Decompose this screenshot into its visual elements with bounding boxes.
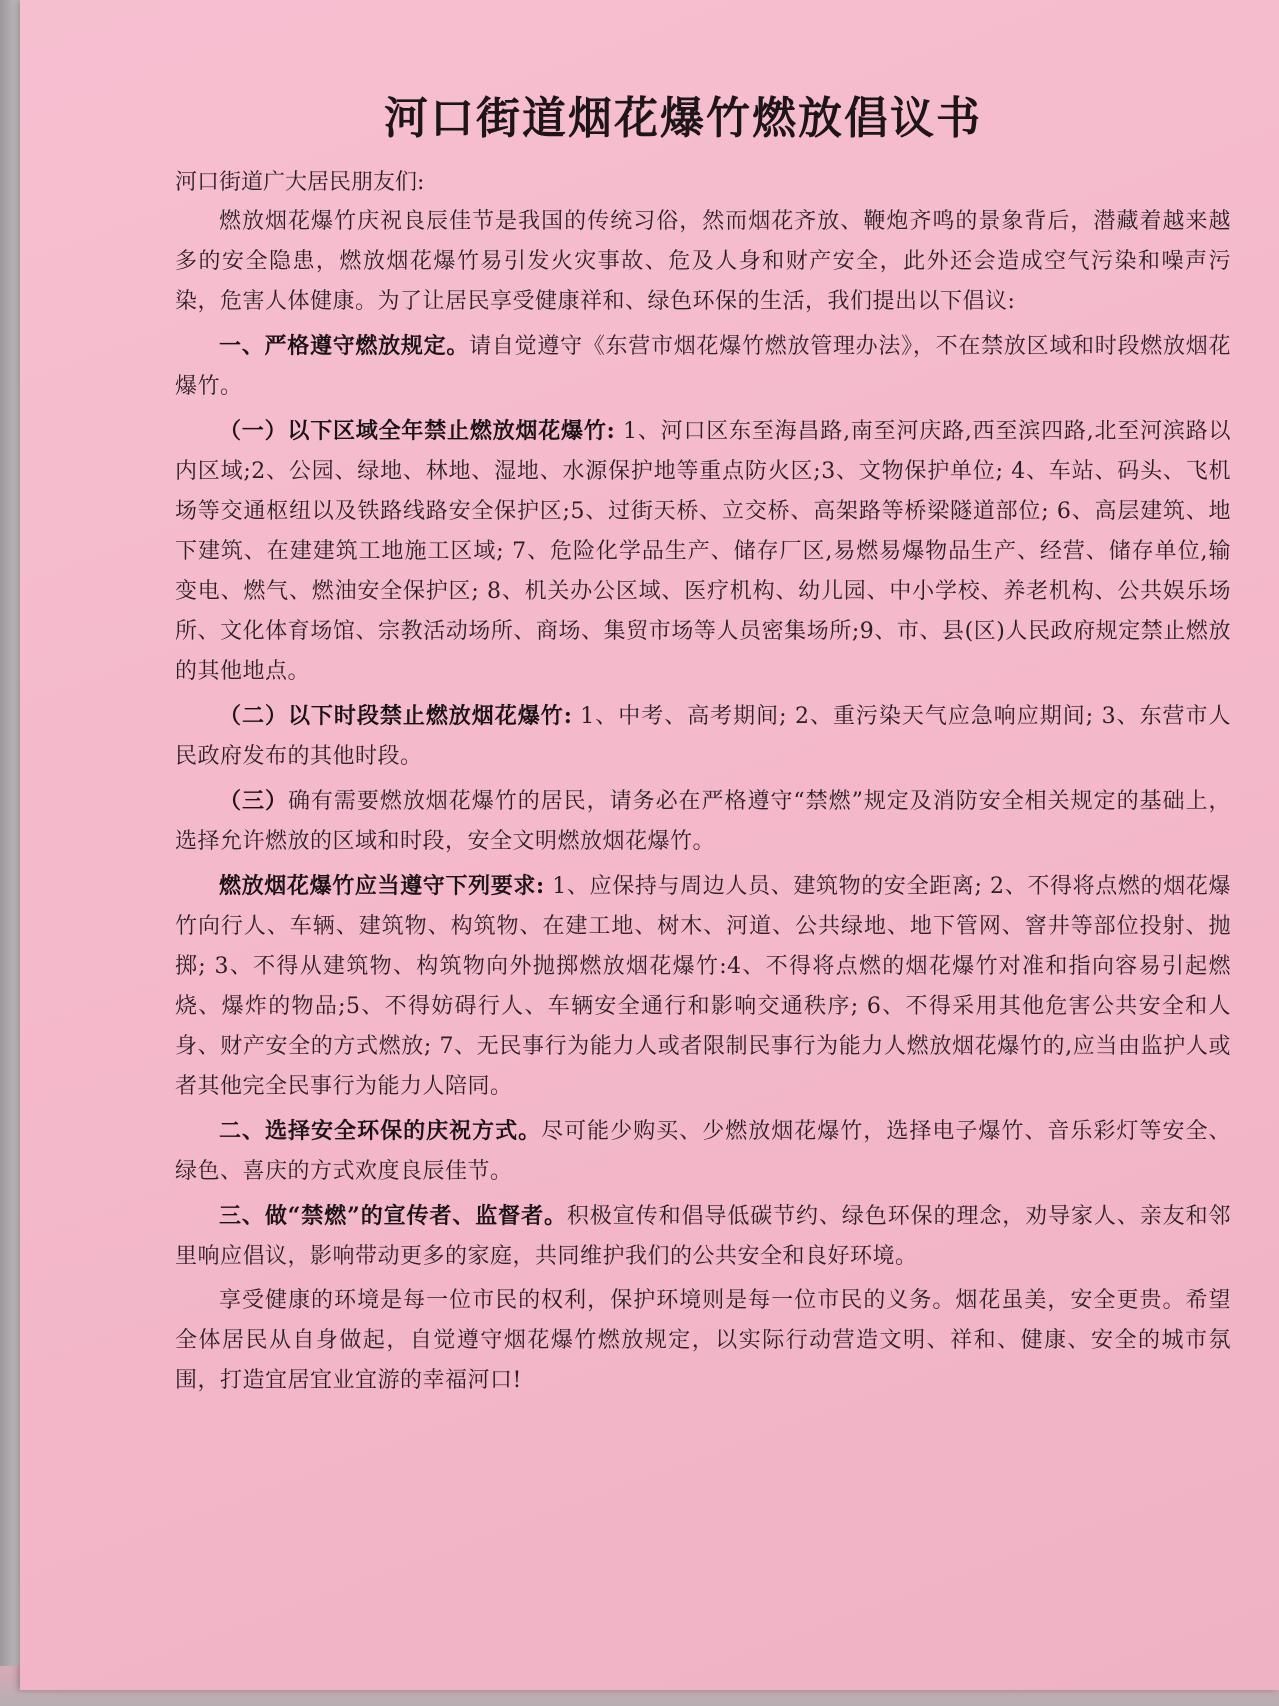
section-3-paragraph: [175, 1196, 1231, 1277]
sub-2-text: 1、中考、高考期间; 2、重污染天气应急响应期间; 3、东营市人民政府发布的其他时段。: [175, 704, 1232, 769]
section-3-heading: 三、做“禁燃”的宣传者、监督者。: [219, 1203, 567, 1229]
sub-3-paragraph: [175, 781, 1231, 862]
sub-3-text: 确有需要燃放烟花爆竹的居民，请务必在严格遵守“禁燃”规定及消防安全相关规定的基础上，选择允许燃放的区域和时段，安全文明燃放烟花爆竹。: [175, 789, 1231, 854]
sub-3-heading: （三）: [219, 788, 288, 814]
intro-paragraph: 燃放烟花爆竹庆祝良辰佳节是我国的传统习俗，然而烟花齐放、鞭炮齐鸣的景象背后，潜藏着越来越多的安全隐患，燃放烟花爆竹易引发火灾事故、危及人身和财产安全，此外还会造成空气污染和噪声污染，危害人体健康。为了让居民享受健康祥和、绿色环保的生活，我们提出以下倡议:: [175, 209, 1231, 314]
closing-paragraph: 享受健康的环境是每一位市民的权利，保护环境则是每一位市民的义务。烟花虽美，安全更贵。希望全体居民从自身做起，自觉遵守烟花爆竹燃放规定，以实际行动营造文明、祥和、健康、安全的城市氛围，打造宜居宜业宜游的幸福河口!: [175, 1288, 1231, 1393]
salutation: 河口街道广大居民朋友们:: [175, 170, 425, 195]
sub-2-paragraph: [175, 696, 1231, 777]
section-2-heading: 二、选择安全环保的庆祝方式。: [219, 1118, 542, 1144]
section-1-text: 请自觉遵守《东营市烟花爆竹燃放管理办法》，不在禁放区域和时段燃放烟花爆竹。: [175, 334, 1231, 399]
proposal-sheet: [20, 0, 1279, 1690]
sub-1-text: 1、河口区东至海昌路,南至河庆路,西至滨四路,北至河滨路以内区域;2、公园、绿地、林地、湿地、水源保护地等重点防火区;3、文物保护单位; 4、车站、码头、飞机场等交通枢纽以及铁路线路安全保护区;5、过街天桥、立交桥、高架路等桥梁隧道部位; 6、高层建筑、地下建筑、在建建筑工地施工区域; 7、危险化学品生产、储存厂区,易燃易爆物品生产、经营、储存单位,输变电、燃气、燃油安全保护区; 8、机关办公区域、医疗机构、幼儿园、中小学校、养老机构、公共娱乐场所、文化体育场馆、宗教活动场所、商场、集贸市场等人员密集场所;9、市、县(区)人民政府规定禁止燃放的其他地点。: [175, 419, 1231, 684]
sub-2-heading: （二）以下时段禁止燃放烟花爆竹:: [219, 703, 573, 729]
sub-1-paragraph: [175, 411, 1231, 692]
requirements-paragraph: [175, 866, 1231, 1107]
document-title: 河口街道烟花爆竹燃放倡议书: [384, 93, 982, 144]
section-1-heading: 一、严格遵守燃放规定。: [219, 333, 470, 359]
section-2-paragraph: [175, 1111, 1231, 1192]
section-1-paragraph: [175, 326, 1231, 407]
requirements-heading: 燃放烟花爆竹应当遵守下列要求:: [219, 873, 545, 899]
background-wall-edge: [0, 0, 22, 1706]
section-2-text: 尽可能少购买、少燃放烟花爆竹，选择电子爆竹、音乐彩灯等安全、绿色、喜庆的方式欢度良辰佳节。: [175, 1119, 1231, 1184]
requirements-text: 1、应保持与周边人员、建筑物的安全距离; 2、不得将点燃的烟花爆竹向行人、车辆、建筑物、构筑物、在建工地、树木、河道、公共绿地、地下管网、窨井等部位投射、抛掷; 3、不得从建筑物、构筑物向外抛掷燃放烟花爆竹:4、不得将点燃的烟花爆竹对准和指向容易引起燃烧、爆炸的物品;5、不得妨碍行人、车辆安全通行和影响交通秩序; 6、不得采用其他危害公共安全和人身、财产安全的方式燃放; 7、无民事行为能力人或者限制民事行为能力人燃放烟花爆竹的,应当由监护人或者其他完全民事行为能力人陪同。: [175, 874, 1231, 1099]
section-3-text: 积极宣传和倡导低碳节约、绿色环保的理念，劝导家人、亲友和邻里响应倡议，影响带动更多的家庭，共同维护我们的公共安全和良好环境。: [175, 1204, 1231, 1269]
sub-1-heading: （一）以下区域全年禁止燃放烟花爆竹:: [219, 418, 616, 444]
